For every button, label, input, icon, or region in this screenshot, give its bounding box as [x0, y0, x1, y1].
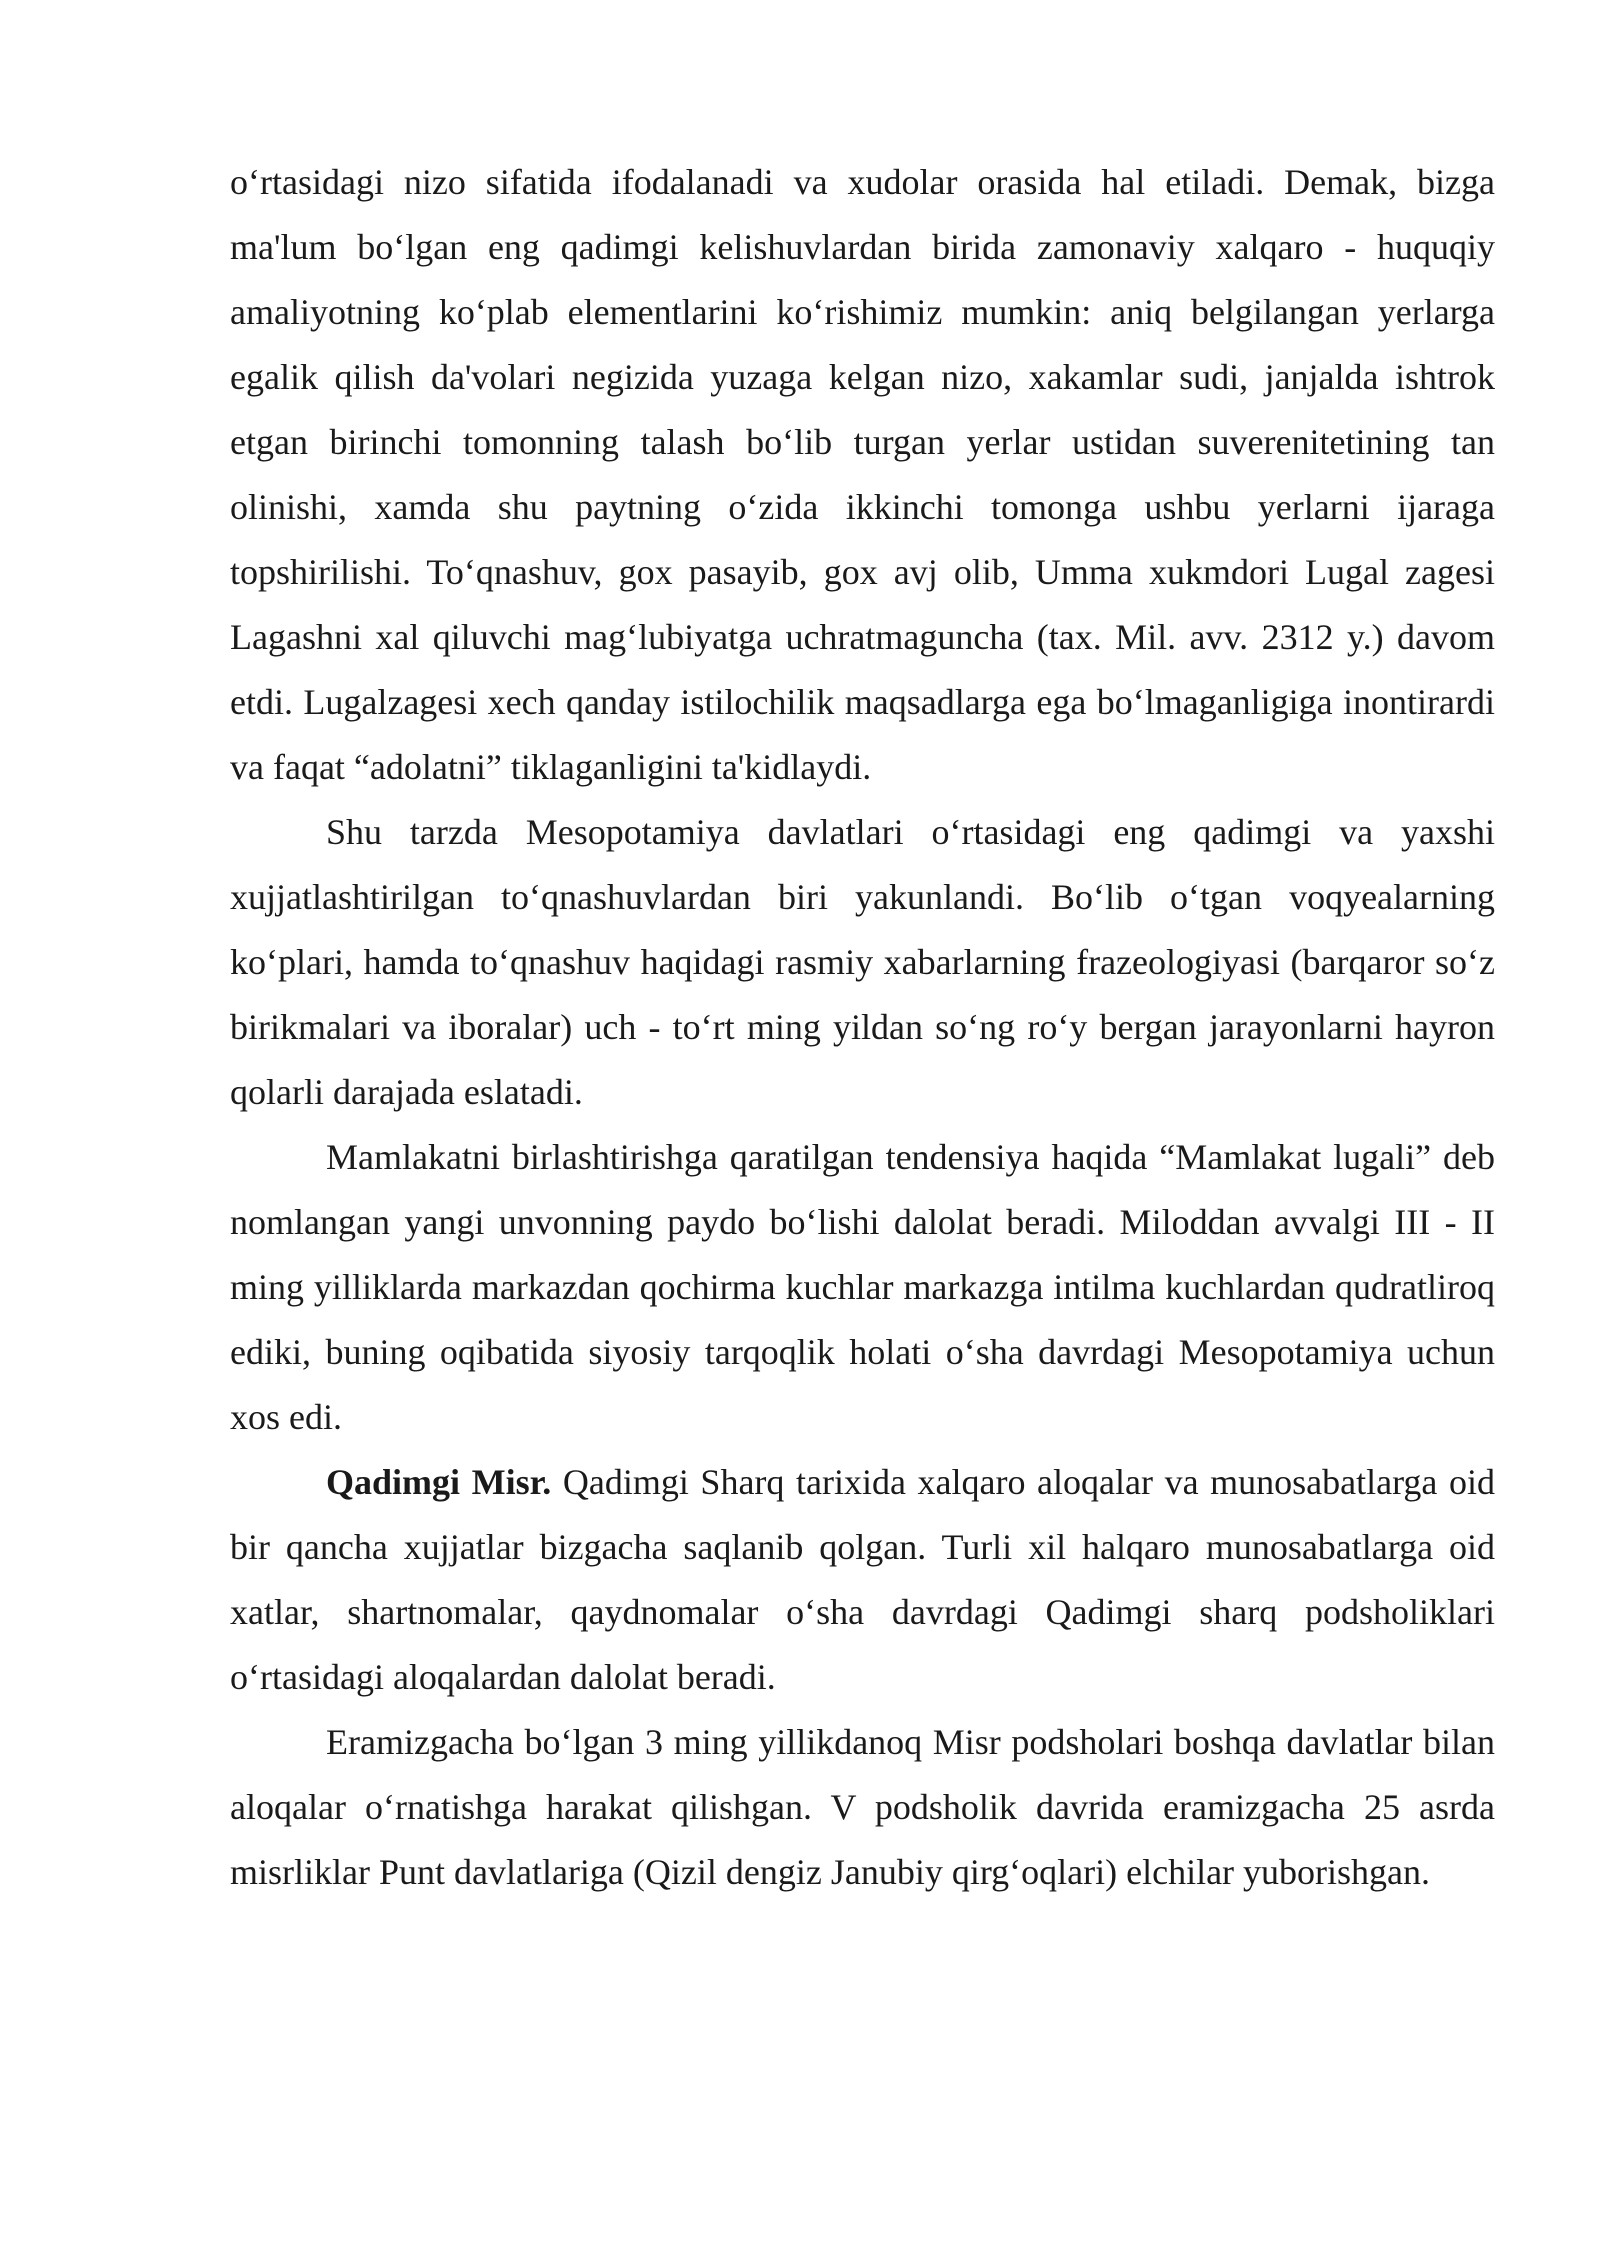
- paragraph-3: [230, 1125, 1495, 1450]
- paragraph-3-text: Mamlakatni birlashtirishga qaratilgan tendensiya haqida “Mamlakat lugali” deb nomlangan yangi unvonning paydo bo‘lishi dalolat beradi. Miloddan avvalgi III - II ming yilliklarda markazdan qochirma kuchlar markazga intilma kuchlardan qudratliroq ediki, buning oqibatida siyosiy tarqoqlik holati o‘sha davrdagi Mesopotamiya uchun xos edi.: [230, 1137, 1495, 1437]
- paragraph-4-text: Qadimgi Sharq tarixida xalqaro aloqalar va munosabatlarga oid bir qancha xujjatlar bizgacha saqlanib qolgan. Turli xil halqaro munosabatlarga oid xatlar, shartnomalar, qaydnomalar o‘sha davrdagi Qadimgi sharq podsholiklari o‘rtasidagi aloqalardan dalolat beradi.: [230, 1462, 1495, 1697]
- document-page: [230, 150, 1495, 1905]
- paragraph-5-text: Eramizgacha bo‘lgan 3 ming yillikdanoq Misr podsholari boshqa davlatlar bilan aloqalar o‘rnatishga harakat qilishgan. V podsholik davrida eramizgacha 25 asrda misrliklar Punt davlatlariga (Qizil dengiz Janubiy qirg‘oqlari) elchilar yuborishgan.: [230, 1722, 1495, 1892]
- paragraph-2: [230, 800, 1495, 1125]
- paragraph-5: [230, 1710, 1495, 1905]
- paragraph-2-text: Shu tarzda Mesopotamiya davlatlari o‘rtasidagi eng qadimgi va yaxshi xujjatlashtirilgan to‘qnashuvlardan biri yakunlandi. Bo‘lib o‘tgan voqyealarning ko‘plari, hamda to‘qnashuv haqidagi rasmiy xabarlarning frazeologiyasi (barqaror so‘z birikmalari va iboralar) uch - to‘rt ming yildan so‘ng ro‘y bergan jarayonlarni hayron qolarli darajada eslatadi.: [230, 812, 1495, 1112]
- section-heading-qadimgi-misr: Qadimgi Misr.: [326, 1462, 552, 1502]
- paragraph-1: [230, 150, 1495, 800]
- paragraph-1-text: o‘rtasidagi nizo sifatida ifodalanadi va xudolar orasida hal etiladi. Demak, bizga ma'lum bo‘lgan eng qadimgi kelishuvlardan birida zamonaviy xalqaro - huquqiy amaliyotning ko‘plab elementlarini ko‘rishimiz mumkin: aniq belgilangan yerlarga egalik qilish da'volari negizida yuzaga kelgan nizo, xakamlar sudi, janjalda ishtrok etgan birinchi tomonning talash bo‘lib turgan yerlar ustidan suverenitetining tan olinishi, xamda shu paytning o‘zida ikkinchi tomonga ushbu yerlarni ijaraga topshirilishi. To‘qnashuv, gox pasayib, gox avj olib, Umma xukmdori Lugal zagesi Lagashni xal qiluvchi mag‘lubiyatga uchratmaguncha (tax. Mil. avv. 2312 y.) davom etdi. Lugalzagesi xech qanday istilochilik maqsadlarga ega bo‘lmaganligiga inontirardi va faqat “adolatni” tiklaganligini ta'kidlaydi.: [230, 162, 1495, 787]
- paragraph-4: [230, 1450, 1495, 1710]
